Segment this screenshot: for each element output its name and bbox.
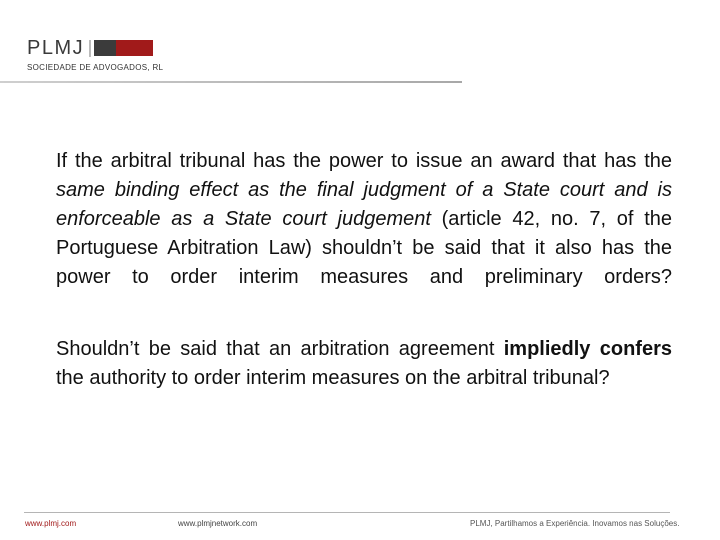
logo-red-block: [116, 40, 153, 56]
question-paragraph-2: [56, 335, 672, 393]
question-paragraph-1: [56, 147, 672, 292]
logo-dark-block: [94, 40, 116, 56]
logo-row: [27, 38, 163, 58]
slide-body: [56, 147, 672, 393]
footer-link-network[interactable]: www.plmjnetwork.com: [178, 519, 258, 528]
logo-subtitle: SOCIEDADE DE ADVOGADOS, RL: [27, 63, 164, 72]
p2-bold-text: impliedly confers: [503, 338, 672, 360]
footer-link-plmj[interactable]: www.plmj.com: [25, 519, 77, 528]
p1-text-start: If the arbitral tribunal has the power to issue an award that has the: [56, 150, 672, 172]
p1-italic-text: same binding effect as the final judgment of a State court and is enforceable as a State court judgement: [56, 179, 672, 230]
logo-wordmark: PLMJ: [27, 37, 85, 59]
header-divider: [0, 81, 462, 83]
p2-text-end: the authority to order interim measures on the arbitral tribunal?: [56, 367, 610, 389]
logo-separator: [89, 40, 91, 57]
plmj-logo: [27, 38, 163, 72]
footer-divider: [24, 512, 670, 513]
p2-text-start: Shouldn’t be said that an arbitration agreement: [56, 338, 504, 360]
footer-tagline: PLMJ, Partilhamos a Experiência. Inovamos nas Soluções.: [470, 519, 680, 528]
p1-text-end: (article 42, no. 7, of the Portuguese Arbitration Law) shouldn’t be said that it also has the power to order interim measures and preliminary orders?: [56, 208, 672, 288]
